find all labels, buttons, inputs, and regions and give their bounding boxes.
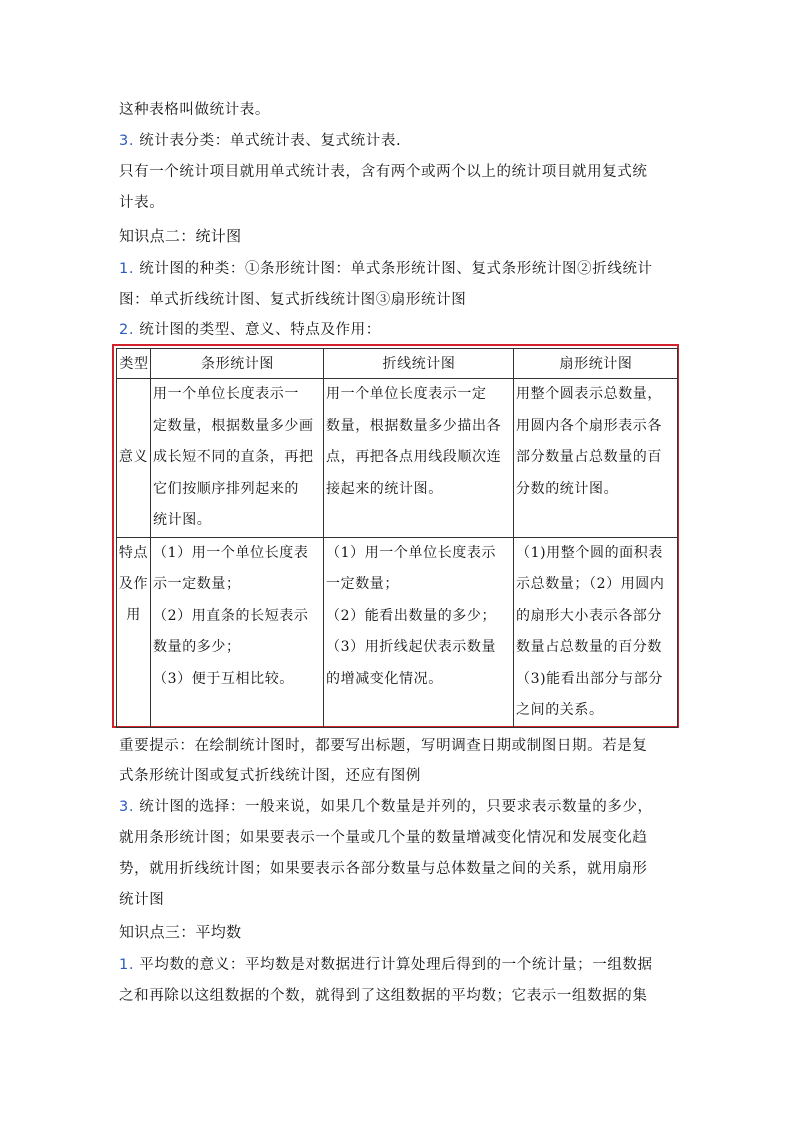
list-number: 3.: [119, 133, 135, 149]
cell-line: 它们按顺序排列起来的: [153, 480, 299, 497]
list-number: 1.: [119, 957, 135, 973]
cell-line: （2）能看出数量的多少；: [326, 607, 497, 624]
cell-line: 部分数量占总数量的百: [516, 449, 662, 465]
list-number: 3.: [119, 799, 135, 815]
paragraph-line: 只有一个统计项目就用单式统计表，含有两个或两个以上的统计项目就用复式统: [119, 164, 648, 180]
cell-line: 的扇形大小表示各部分: [516, 607, 662, 624]
label-line: 特点: [118, 544, 149, 561]
table-header-row: [117, 349, 678, 379]
important-note-line: 式条形统计图或复式折线统计图，还应有图例: [119, 768, 421, 784]
row-label-meaning: 意义: [117, 379, 151, 538]
cell-line: 用整个圆表示总数量，: [516, 386, 662, 402]
list-number: 2.: [119, 322, 135, 338]
important-note-line: 重要提示：在绘制统计图时，都要写出标题，写明调查日期或制图日期。若是复: [119, 738, 648, 754]
cell-line: 统计图。: [153, 512, 212, 528]
chart-selection-line: 3. 统计图的选择：一般来说，如果几个数量是并列的，只要求表示数量的多少，: [119, 799, 653, 815]
cell-line: 定数量，根据数量多少画: [153, 417, 314, 434]
label-line: 用: [126, 606, 141, 623]
cell-line: 示总数量；（2）用圆内: [516, 576, 665, 592]
cell-line: 一定数量；: [326, 576, 399, 592]
paragraph-line: 这种表格叫做统计表。: [119, 102, 270, 118]
cell-line-features: [324, 537, 514, 727]
cell-line: 接起来的统计图。: [326, 480, 443, 497]
section-heading-2: 知识点二：统计图: [119, 227, 242, 245]
chart-comparison-table-frame: [112, 344, 679, 728]
cell-line: 用一个单位长度表示一: [153, 386, 299, 402]
cell-line: （1）用一个单位长度表示: [326, 544, 497, 561]
table-row-meaning: [117, 379, 678, 538]
cell-line: 成长短不同的直条，再把: [153, 449, 314, 465]
chart-comparison-table: [116, 348, 678, 728]
header-line-chart: 折线统计图: [324, 349, 514, 379]
cell-line: 数量，根据数量多少描出各: [326, 417, 502, 434]
cell-line: （2）用直条的长短表示: [153, 607, 309, 624]
cell-line-meaning: [324, 379, 514, 538]
cell-line: 分数的统计图。: [516, 480, 619, 497]
chart-selection-line: 就用条形统计图；如果要表示一个量或几个量的数量增减变化情况和发展变化趋: [119, 830, 648, 846]
section-heading-3: 知识点三：平均数: [119, 923, 242, 941]
cell-line: 用圆内各个扇形表示各: [516, 417, 662, 434]
chart-types-line: 图：单式折线统计图、复式折线统计图③扇形统计图: [119, 292, 467, 308]
list-number: 1.: [119, 261, 135, 277]
cell-line: 用一个单位长度表示一定: [326, 386, 487, 402]
average-meaning-line: 之和再除以这组数据的个数，就得到了这组数据的平均数；它表示一组数据的集: [119, 988, 648, 1004]
cell-line: 点，再把各点用线段顺次连: [326, 449, 502, 465]
cell-line: 数量占总数量的百分数: [516, 639, 662, 655]
cell-line: （1）用一个单位长度表: [153, 544, 309, 561]
statistics-table-classification: 3. 统计表分类：单式统计表、复式统计表.: [119, 133, 402, 149]
header-pie-chart: 扇形统计图: [514, 349, 678, 379]
table-row-features: [117, 537, 678, 727]
chart-selection-line: 势，就用折线统计图；如果要表示各部分数量与总体数量之间的关系，就用扇形: [119, 861, 648, 877]
label-line: 及作: [118, 575, 149, 592]
cell-bar-features: [151, 537, 324, 727]
header-type: 类型: [117, 349, 151, 379]
row-label-features: [117, 537, 151, 727]
average-meaning-line: 1. 平均数的意义：平均数是对数据进行计算处理后得到的一个统计量；一组数据: [119, 957, 653, 973]
cell-line: （3）用折线起伏表示数量: [326, 639, 497, 655]
cell-line: 之间的关系。: [516, 702, 604, 718]
cell-line: 示一定数量；: [153, 576, 241, 592]
cell-line: 的增减变化情况。: [326, 670, 443, 687]
cell-line: （1)用整个圆的面积表: [516, 544, 663, 561]
chart-meaning-intro: 2. 统计图的类型、意义、特点及作用：: [119, 322, 381, 338]
cell-line: （3)能看出部分与部分: [516, 670, 663, 687]
chart-selection-line: 统计图: [119, 892, 165, 908]
chart-types-line: 1. 统计图的种类：①条形统计图：单式条形统计图、复式条形统计图②折线统计: [119, 261, 653, 277]
cell-line: （3）便于互相比较。: [153, 670, 294, 687]
cell-pie-meaning: [514, 379, 678, 538]
cell-line: 数量的多少；: [153, 639, 241, 655]
header-bar-chart: 条形统计图: [151, 349, 324, 379]
cell-pie-features: [514, 537, 678, 727]
cell-bar-meaning: [151, 379, 324, 538]
paragraph-line: 计表。: [119, 195, 165, 211]
